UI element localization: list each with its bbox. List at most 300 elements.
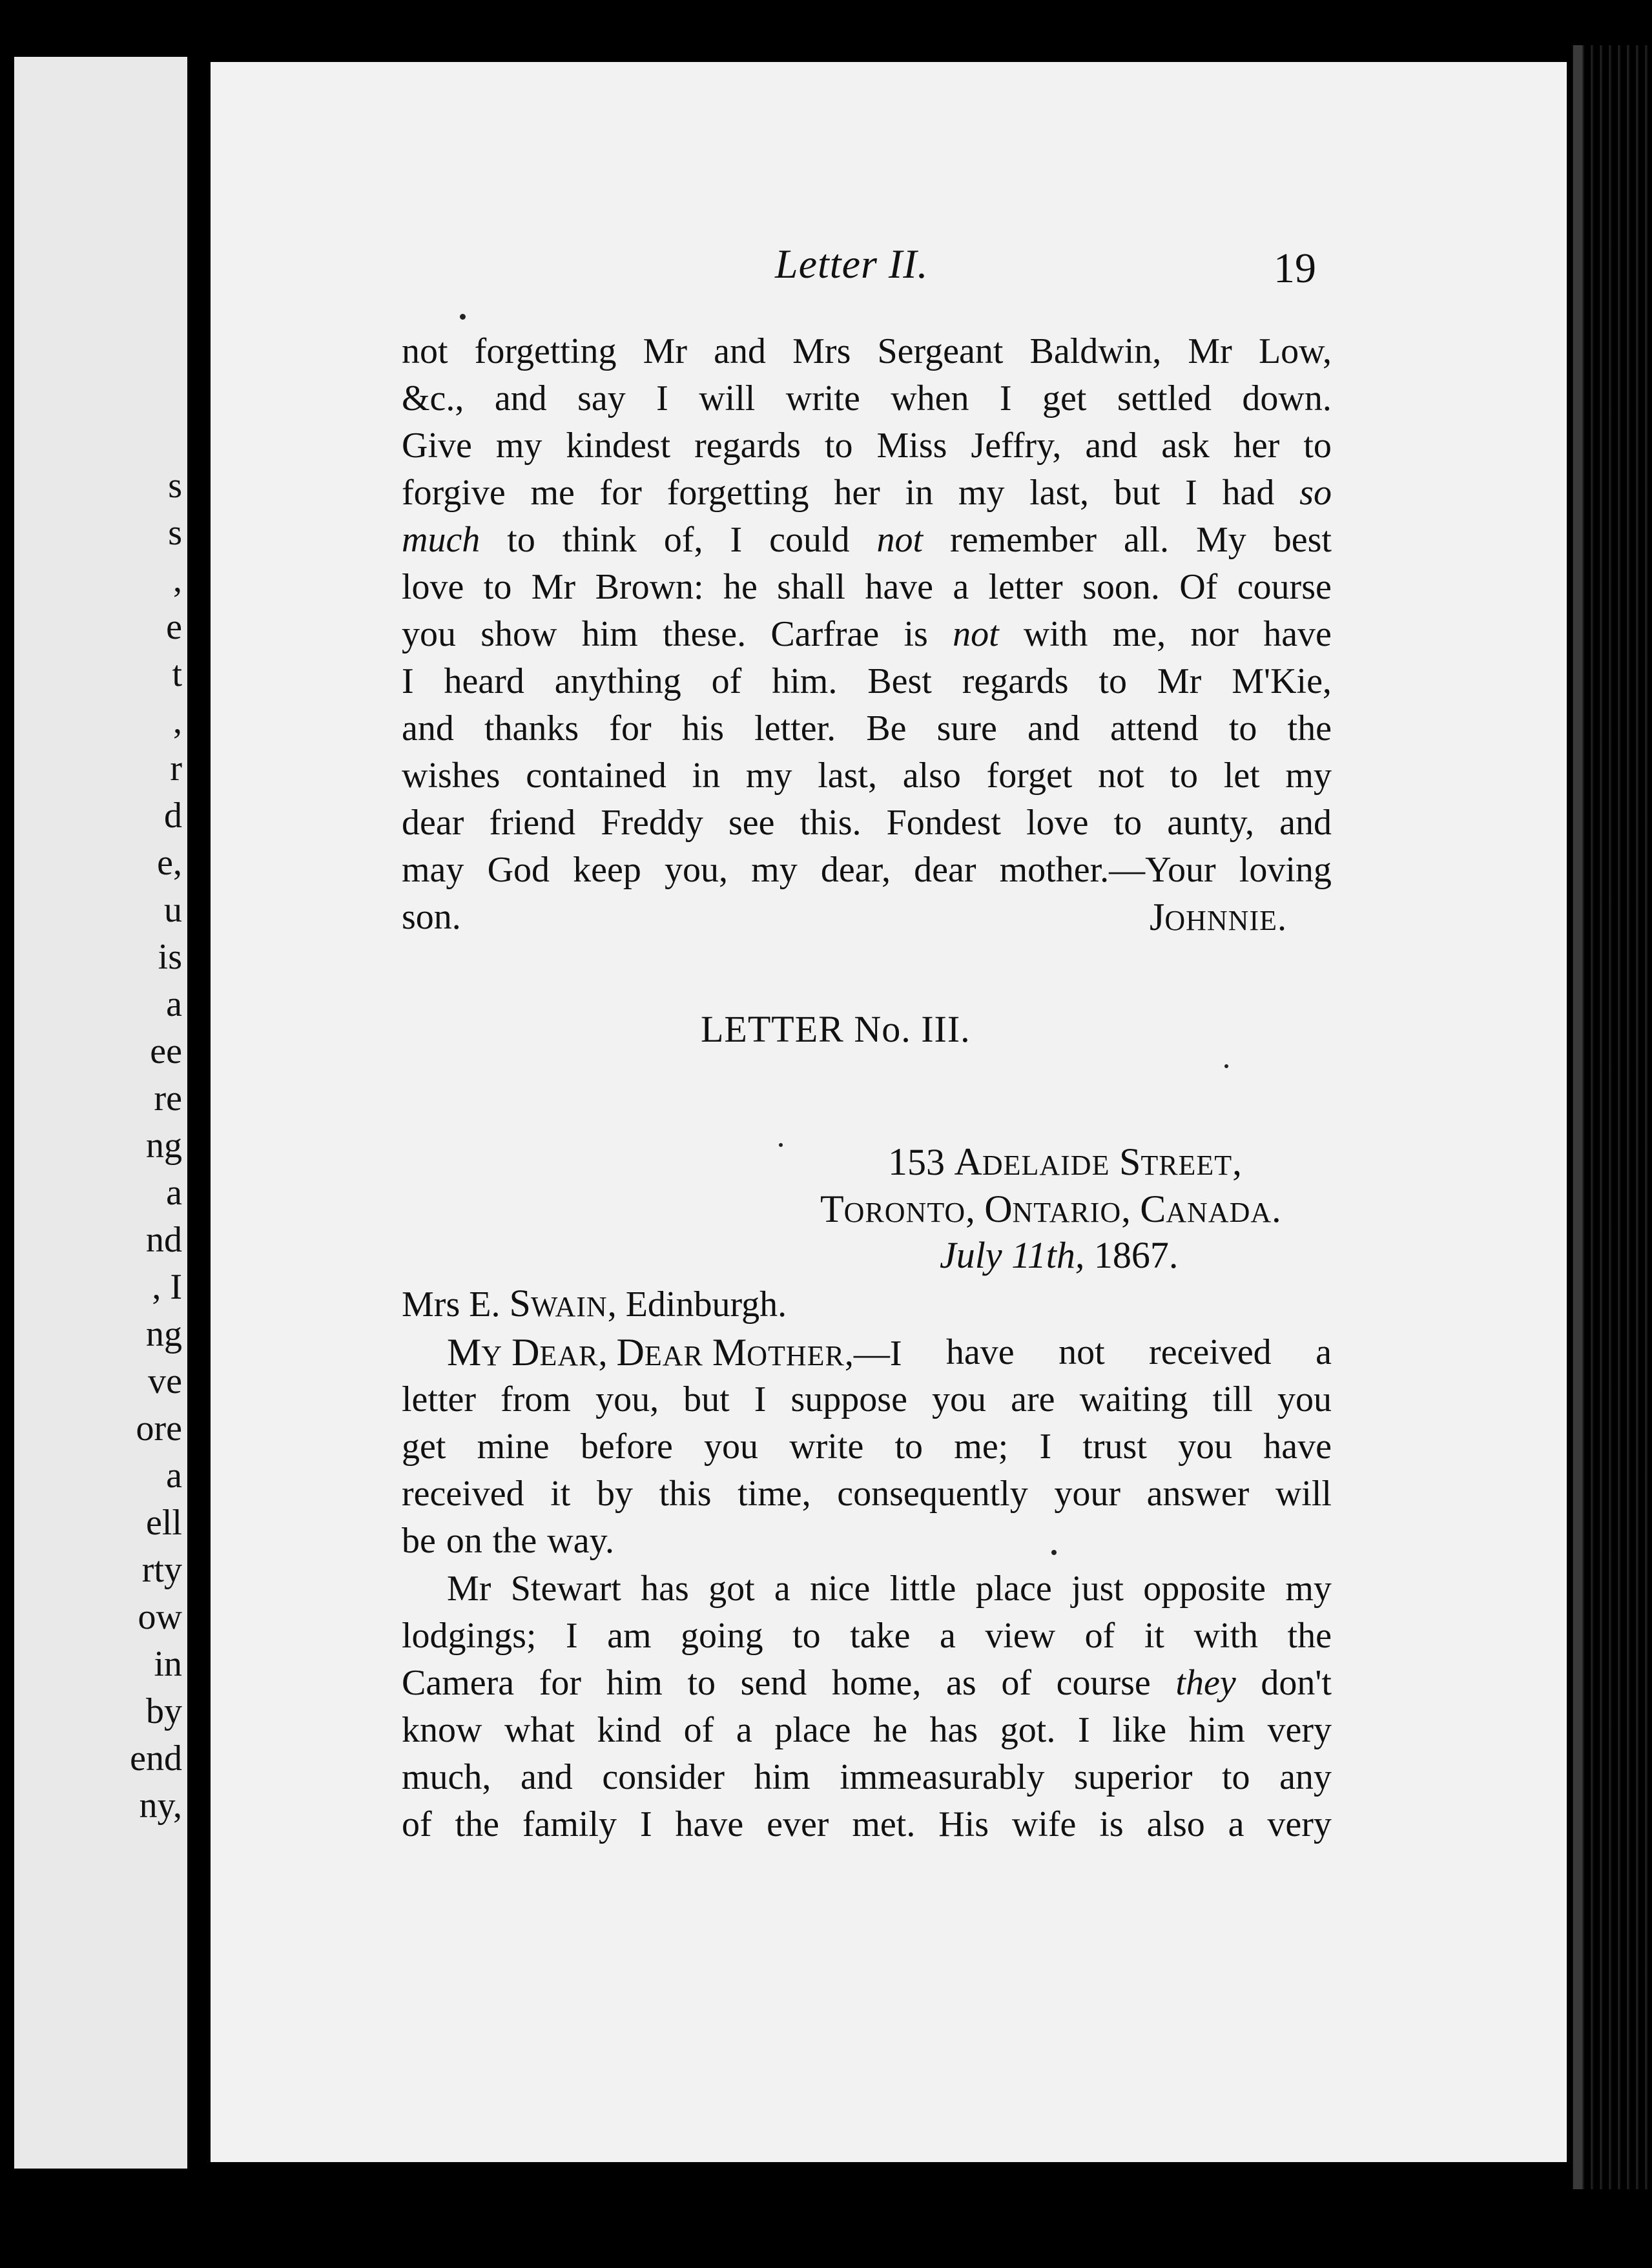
address-line-2 bbox=[820, 1187, 1281, 1232]
word: to bbox=[1099, 661, 1127, 701]
text-line bbox=[402, 799, 1332, 847]
left-page-fragment: ng bbox=[146, 1314, 182, 1354]
word: MY DEAR, DEAR MOTHER,—I bbox=[447, 1331, 902, 1374]
left-page-fragment: s bbox=[168, 513, 182, 553]
word: is bbox=[903, 614, 928, 654]
word: you bbox=[402, 614, 456, 654]
left-page-fragment: ell bbox=[146, 1503, 182, 1543]
word: what bbox=[504, 1710, 575, 1750]
word: for bbox=[609, 708, 652, 748]
word: letter bbox=[402, 1379, 477, 1419]
word: kindest bbox=[566, 426, 671, 466]
word: Be bbox=[866, 708, 907, 748]
word: &c., bbox=[402, 378, 464, 418]
left-page-fragment: ny, bbox=[139, 1786, 182, 1826]
word: little bbox=[889, 1569, 956, 1609]
text-line bbox=[402, 1470, 1332, 1518]
word: not bbox=[402, 331, 448, 371]
word: you bbox=[704, 1427, 759, 1467]
word: dear, bbox=[820, 850, 891, 890]
word: when bbox=[891, 378, 969, 418]
word: be bbox=[402, 1521, 436, 1561]
word: love bbox=[402, 567, 464, 607]
word: to bbox=[1170, 756, 1198, 796]
word: the bbox=[1287, 708, 1332, 748]
word: it bbox=[1144, 1616, 1164, 1656]
word: way. bbox=[547, 1521, 614, 1561]
word: also bbox=[1146, 1804, 1205, 1844]
word: forgetting bbox=[666, 473, 809, 513]
word: got. bbox=[1000, 1710, 1056, 1750]
text-line bbox=[402, 328, 1332, 375]
word: and bbox=[1027, 708, 1080, 748]
word: and bbox=[1279, 803, 1332, 843]
word: my bbox=[745, 756, 792, 796]
word: on bbox=[446, 1521, 482, 1561]
word: consequently bbox=[837, 1474, 1028, 1514]
text-line bbox=[402, 469, 1332, 517]
text-line bbox=[402, 847, 1332, 894]
word: am bbox=[607, 1616, 652, 1656]
left-page-fragment: t bbox=[172, 654, 182, 694]
text-line bbox=[402, 611, 1332, 658]
text-line bbox=[402, 1329, 1332, 1376]
word: much, bbox=[402, 1757, 491, 1797]
word: course bbox=[1056, 1663, 1151, 1703]
left-page-fragment: re bbox=[154, 1078, 182, 1119]
letter-three-para-2 bbox=[402, 1565, 1332, 1848]
word: also bbox=[902, 756, 961, 796]
word: I bbox=[730, 520, 743, 560]
word: write bbox=[789, 1427, 864, 1467]
word: to bbox=[1113, 803, 1142, 843]
word: remember bbox=[950, 520, 1097, 560]
word: as bbox=[946, 1663, 976, 1703]
word: ask bbox=[1161, 426, 1210, 466]
word: going bbox=[681, 1616, 763, 1656]
left-page-fragment: r bbox=[170, 748, 182, 789]
word: waiting bbox=[1079, 1379, 1188, 1419]
left-page-fragment: d bbox=[164, 796, 182, 836]
ink-speck bbox=[779, 1143, 783, 1147]
word: are bbox=[1011, 1379, 1055, 1419]
word: home, bbox=[831, 1663, 922, 1703]
word: aunty, bbox=[1167, 803, 1255, 843]
word: time, bbox=[738, 1474, 811, 1514]
word: before bbox=[580, 1427, 673, 1467]
left-page-fragment: a bbox=[166, 1173, 182, 1213]
word: Mrs bbox=[792, 331, 851, 371]
word: him bbox=[581, 614, 638, 654]
word: mother.—Your bbox=[999, 850, 1216, 890]
word: a bbox=[953, 567, 969, 607]
word: Low, bbox=[1258, 331, 1332, 371]
left-page-fragment: nd bbox=[146, 1220, 182, 1260]
word: nice bbox=[810, 1569, 871, 1609]
word: best bbox=[1273, 520, 1332, 560]
word: him bbox=[1188, 1710, 1245, 1750]
left-page-fragment: , bbox=[173, 560, 182, 600]
word: but bbox=[1113, 473, 1161, 513]
text-line bbox=[402, 1423, 1332, 1470]
word: Jeffry, bbox=[971, 426, 1062, 466]
left-page-fragment: ore bbox=[136, 1408, 182, 1448]
word: Fondest bbox=[886, 803, 1001, 843]
word: of, bbox=[663, 520, 703, 560]
word: immeasurably bbox=[840, 1757, 1045, 1797]
left-facing-page bbox=[14, 57, 187, 2169]
word: to bbox=[483, 567, 512, 607]
word: Baldwin, bbox=[1029, 331, 1162, 371]
word: forgetting bbox=[474, 331, 617, 371]
word: thanks bbox=[484, 708, 579, 748]
page-edges bbox=[1567, 45, 1652, 2189]
word: last, bbox=[1029, 473, 1089, 513]
word: place bbox=[774, 1710, 851, 1750]
word: Sergeant bbox=[877, 331, 1004, 371]
word: Best bbox=[867, 661, 932, 701]
word: family bbox=[522, 1804, 617, 1844]
word: by bbox=[596, 1474, 633, 1514]
left-page-fragment: end bbox=[130, 1738, 182, 1778]
word: and bbox=[402, 708, 454, 748]
word: a bbox=[1316, 1332, 1332, 1372]
word: get bbox=[1042, 378, 1087, 418]
word: God bbox=[487, 850, 550, 890]
text-line bbox=[402, 1801, 1332, 1848]
word: show bbox=[480, 614, 557, 654]
word: her bbox=[834, 473, 880, 513]
word: you, bbox=[665, 850, 728, 890]
word: not bbox=[1098, 756, 1144, 796]
text-line bbox=[402, 1660, 1332, 1707]
word: have bbox=[675, 1804, 744, 1844]
word: met. bbox=[852, 1804, 916, 1844]
word: not bbox=[876, 520, 924, 560]
left-page-fragment: a bbox=[166, 984, 182, 1024]
signature: JOHNNIE. bbox=[1150, 896, 1286, 938]
word: to bbox=[507, 520, 535, 560]
word: they bbox=[1175, 1663, 1236, 1703]
word: see bbox=[728, 803, 775, 843]
letter-date bbox=[940, 1233, 1178, 1277]
word: my bbox=[1285, 1569, 1332, 1609]
running-head: Letter II. bbox=[775, 241, 929, 287]
word: may bbox=[402, 850, 464, 890]
word: and bbox=[1085, 426, 1138, 466]
word: shall bbox=[777, 567, 845, 607]
word: dear bbox=[402, 803, 464, 843]
word: of bbox=[402, 1804, 432, 1844]
word: heard bbox=[444, 661, 524, 701]
word: letter bbox=[988, 567, 1063, 607]
word: forgive bbox=[402, 473, 506, 513]
word: have bbox=[865, 567, 934, 607]
word: in bbox=[905, 473, 934, 513]
word: I bbox=[1077, 1710, 1090, 1750]
word: My bbox=[1195, 520, 1246, 560]
word: I bbox=[639, 1804, 652, 1844]
word: settled bbox=[1117, 378, 1212, 418]
word: to bbox=[792, 1616, 821, 1656]
word: in bbox=[692, 756, 721, 796]
word: to bbox=[1303, 426, 1332, 466]
word: Give bbox=[402, 426, 472, 466]
date-day: 11th, bbox=[1011, 1234, 1085, 1276]
word: my bbox=[495, 426, 542, 466]
word: Brown: bbox=[595, 567, 704, 607]
word: will bbox=[699, 378, 756, 418]
word: Stewart bbox=[510, 1569, 621, 1609]
word: superior bbox=[1073, 1757, 1193, 1797]
word: Mr bbox=[1157, 661, 1202, 701]
word: anything bbox=[554, 661, 681, 701]
word: not bbox=[1058, 1332, 1105, 1372]
word: me, bbox=[1112, 614, 1166, 654]
left-page-fragment: u bbox=[164, 890, 182, 930]
word: take bbox=[850, 1616, 911, 1656]
word: a bbox=[736, 1710, 752, 1750]
left-page-fragment: by bbox=[146, 1691, 182, 1731]
word: consider bbox=[602, 1757, 725, 1797]
word: you bbox=[1178, 1427, 1233, 1467]
left-page-fragment: ee bbox=[150, 1031, 182, 1071]
word: letter. bbox=[754, 708, 836, 748]
word: have bbox=[1263, 614, 1332, 654]
word: Mr bbox=[531, 567, 576, 607]
word: received bbox=[402, 1474, 524, 1514]
word: mine bbox=[477, 1427, 550, 1467]
word: let bbox=[1223, 756, 1260, 796]
word: nor bbox=[1190, 614, 1239, 654]
word: received bbox=[1149, 1332, 1272, 1372]
word: the bbox=[492, 1521, 537, 1561]
left-page-fragment: , bbox=[173, 701, 182, 741]
word: this. bbox=[800, 803, 862, 843]
word: him bbox=[754, 1757, 811, 1797]
left-page-fragment: e, bbox=[157, 843, 182, 883]
left-page-fragment: ve bbox=[148, 1361, 182, 1401]
word: he bbox=[873, 1710, 907, 1750]
left-page-fragment: rty bbox=[141, 1550, 182, 1590]
word: Carfrae bbox=[770, 614, 880, 654]
text-line bbox=[402, 422, 1332, 469]
text-line bbox=[402, 658, 1332, 705]
word: contained bbox=[526, 756, 666, 796]
word: a bbox=[774, 1569, 790, 1609]
word: to bbox=[687, 1663, 716, 1703]
addressee-text: Mrs E. SWAIN, Edinburgh. bbox=[402, 1282, 787, 1325]
word: very bbox=[1267, 1804, 1332, 1844]
word: had bbox=[1222, 473, 1275, 513]
word: don't bbox=[1261, 1663, 1332, 1703]
word: you, bbox=[595, 1379, 659, 1419]
text-line bbox=[402, 705, 1332, 752]
word: from bbox=[501, 1379, 571, 1419]
word: him bbox=[606, 1663, 663, 1703]
word: I bbox=[1039, 1427, 1052, 1467]
word: Mr bbox=[1188, 331, 1232, 371]
word: regards bbox=[962, 661, 1069, 701]
word: these. bbox=[663, 614, 747, 654]
word: wife bbox=[1011, 1804, 1077, 1844]
word: very bbox=[1267, 1710, 1332, 1750]
word: Camera bbox=[402, 1663, 515, 1703]
word: view bbox=[985, 1616, 1056, 1656]
word: of bbox=[711, 661, 742, 701]
word: her bbox=[1233, 426, 1280, 466]
word: this bbox=[659, 1474, 712, 1514]
left-page-fragment: is bbox=[158, 937, 182, 977]
word: sure bbox=[936, 708, 997, 748]
word: ever bbox=[767, 1804, 829, 1844]
word: like bbox=[1112, 1710, 1167, 1750]
word: your bbox=[1054, 1474, 1121, 1514]
word: say bbox=[577, 378, 626, 418]
letter-two-ending bbox=[402, 328, 1332, 941]
word: down. bbox=[1242, 378, 1332, 418]
page-number: 19 bbox=[1274, 245, 1316, 292]
word: keep bbox=[573, 850, 641, 890]
address-city: TORONTO, ONTARIO, CANADA. bbox=[820, 1188, 1281, 1230]
text-line bbox=[402, 1613, 1332, 1660]
word: could bbox=[769, 520, 850, 560]
word: and bbox=[520, 1757, 573, 1797]
text-line bbox=[402, 517, 1332, 564]
word: a bbox=[939, 1616, 956, 1656]
word: place bbox=[975, 1569, 1052, 1609]
word: is bbox=[1099, 1804, 1124, 1844]
text-line bbox=[402, 564, 1332, 611]
addressee bbox=[402, 1281, 787, 1326]
word: last, bbox=[818, 756, 877, 796]
left-page-fragment: in bbox=[154, 1644, 182, 1684]
word: His bbox=[938, 1804, 989, 1844]
word: M'Kie, bbox=[1232, 661, 1332, 701]
word: attend bbox=[1110, 708, 1199, 748]
word: has bbox=[641, 1569, 689, 1609]
word: I bbox=[999, 378, 1012, 418]
word: opposite bbox=[1143, 1569, 1266, 1609]
text-line bbox=[402, 375, 1332, 422]
word: have bbox=[945, 1332, 1015, 1372]
word: regards bbox=[694, 426, 801, 466]
page-edge-line bbox=[1573, 45, 1582, 2189]
word: my bbox=[958, 473, 1005, 513]
word: forget bbox=[986, 756, 1073, 796]
word: my bbox=[1285, 756, 1332, 796]
word: Miss bbox=[876, 426, 947, 466]
text-line bbox=[402, 1376, 1332, 1423]
word: write bbox=[785, 378, 860, 418]
word: answer bbox=[1146, 1474, 1250, 1514]
ink-speck bbox=[1051, 1550, 1057, 1555]
word: to bbox=[824, 426, 853, 466]
word: not bbox=[953, 614, 999, 654]
word: you bbox=[932, 1379, 987, 1419]
word: much bbox=[402, 520, 480, 560]
ink-speck bbox=[1224, 1064, 1228, 1068]
word: wishes bbox=[402, 756, 501, 796]
word: but bbox=[683, 1379, 730, 1419]
word: lodgings; bbox=[402, 1616, 537, 1656]
letter-three-para-1 bbox=[402, 1329, 1332, 1565]
text-line bbox=[402, 1518, 1332, 1565]
text-line bbox=[402, 752, 1332, 799]
word: with bbox=[1193, 1616, 1259, 1656]
word: of bbox=[1084, 1616, 1115, 1656]
word: you bbox=[1277, 1379, 1332, 1419]
left-page-fragment: a bbox=[166, 1456, 182, 1496]
word: loving bbox=[1239, 850, 1332, 890]
word: dear bbox=[914, 850, 976, 890]
word: Of bbox=[1179, 567, 1218, 607]
word: he bbox=[723, 567, 758, 607]
word: know bbox=[402, 1710, 482, 1750]
word: me bbox=[530, 473, 575, 513]
word: and bbox=[494, 378, 547, 418]
word: have bbox=[1263, 1427, 1332, 1467]
signature-row bbox=[402, 894, 1332, 941]
letter-heading: LETTER No. III. bbox=[701, 1008, 971, 1050]
address-line-1 bbox=[888, 1140, 1242, 1184]
left-page-fragment: e bbox=[166, 607, 182, 647]
left-page-fragment: ng bbox=[146, 1126, 182, 1166]
word: I bbox=[565, 1616, 578, 1656]
word: just bbox=[1071, 1569, 1124, 1609]
ink-speck bbox=[460, 314, 466, 320]
word: course bbox=[1237, 567, 1332, 607]
word: Mr bbox=[447, 1569, 491, 1609]
word: love bbox=[1026, 803, 1089, 843]
word: Mr bbox=[643, 331, 688, 371]
word: him. bbox=[772, 661, 838, 701]
word: trust bbox=[1082, 1427, 1147, 1467]
word: of bbox=[1001, 1663, 1031, 1703]
text-line bbox=[402, 1565, 1332, 1613]
word: got bbox=[708, 1569, 755, 1609]
word: I bbox=[656, 378, 668, 418]
word: his bbox=[681, 708, 725, 748]
word: with bbox=[1023, 614, 1088, 654]
word: till bbox=[1212, 1379, 1253, 1419]
word: to bbox=[894, 1427, 924, 1467]
word: all. bbox=[1124, 520, 1169, 560]
word: so bbox=[1299, 473, 1332, 513]
text-line bbox=[402, 1754, 1332, 1801]
word: for bbox=[539, 1663, 582, 1703]
word: and bbox=[714, 331, 767, 371]
word: I bbox=[402, 661, 414, 701]
word: the bbox=[1287, 1616, 1332, 1656]
word: son. bbox=[402, 897, 461, 937]
word: Freddy bbox=[601, 803, 703, 843]
word: for bbox=[599, 473, 642, 513]
date-month: July bbox=[940, 1234, 1002, 1276]
word: to bbox=[1221, 1757, 1250, 1797]
word: it bbox=[550, 1474, 571, 1514]
word: a bbox=[1228, 1804, 1244, 1844]
left-page-fragment: s bbox=[168, 466, 182, 506]
word: think bbox=[562, 520, 637, 560]
word: I bbox=[754, 1379, 767, 1419]
text-line bbox=[402, 1707, 1332, 1754]
word: of bbox=[683, 1710, 714, 1750]
word: my bbox=[751, 850, 798, 890]
word: suppose bbox=[790, 1379, 907, 1419]
word: me; bbox=[954, 1427, 1009, 1467]
word: the bbox=[455, 1804, 499, 1844]
